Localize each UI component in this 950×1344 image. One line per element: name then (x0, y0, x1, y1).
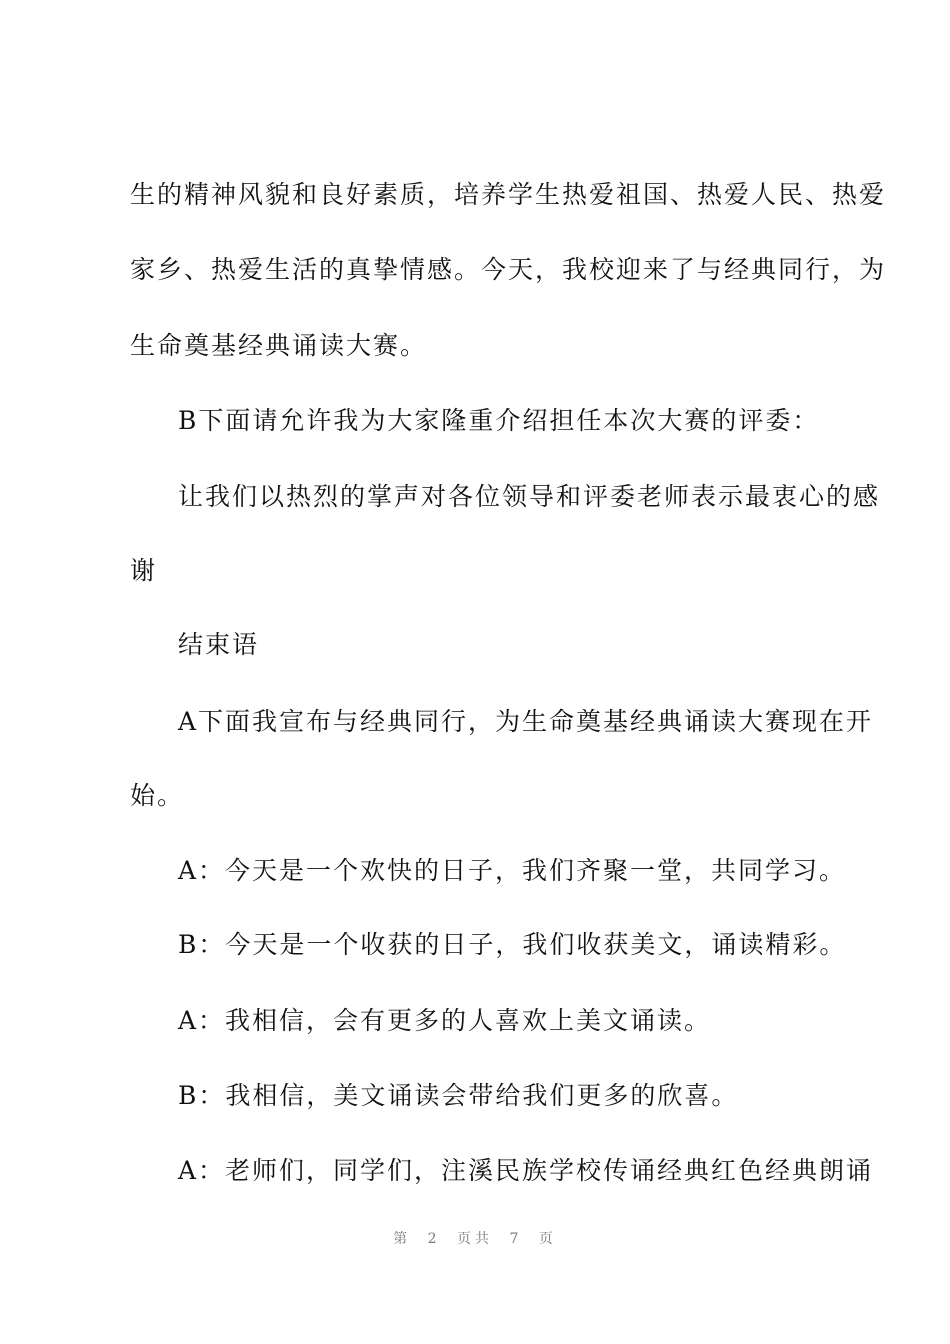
paragraph-line-4: B下面请允许我为大家隆重介绍担任本次大赛的评委： (178, 406, 820, 435)
footer-suffix: 页 (538, 1231, 557, 1247)
dialogue-line-2: B：今天是一个收获的日子，我们收获美文，诵读精彩。 (178, 930, 847, 959)
page-footer (0, 1228, 950, 1248)
footer-middle: 页共 (457, 1231, 493, 1247)
dialogue-line-1: A：今天是一个欢快的日子，我们齐聚一堂，共同学习。 (178, 856, 847, 885)
footer-current-page: 2 (427, 1231, 441, 1247)
paragraph-line-3: 生命奠基经典诵读大赛。 (130, 331, 428, 360)
dialogue-line-5: A：老师们，同学们，注溪民族学校传诵经典红色经典朗诵 (178, 1156, 874, 1185)
paragraph-line-2: 家乡、热爱生活的真挚情感。今天，我校迎来了与经典同行，为 (130, 255, 887, 284)
footer-prefix: 第 (393, 1231, 412, 1247)
paragraph-line-8: A下面我宣布与经典同行，为生命奠基经典诵读大赛现在开 (178, 707, 874, 736)
footer-total-pages: 7 (509, 1231, 523, 1247)
paragraph-line-5: 让我们以热烈的掌声对各位领导和评委老师表示最衷心的感 (178, 482, 881, 511)
paragraph-line-1: 生的精神风貌和良好素质，培养学生热爱祖国、热爱人民、热爱 (130, 180, 887, 209)
section-heading: 结束语 (178, 630, 260, 659)
dialogue-line-3: A：我相信，会有更多的人喜欢上美文诵读。 (178, 1006, 712, 1035)
paragraph-line-6: 谢 (130, 556, 158, 585)
dialogue-line-4: B：我相信，美文诵读会带给我们更多的欣喜。 (178, 1081, 739, 1110)
paragraph-line-9: 始。 (130, 781, 185, 810)
